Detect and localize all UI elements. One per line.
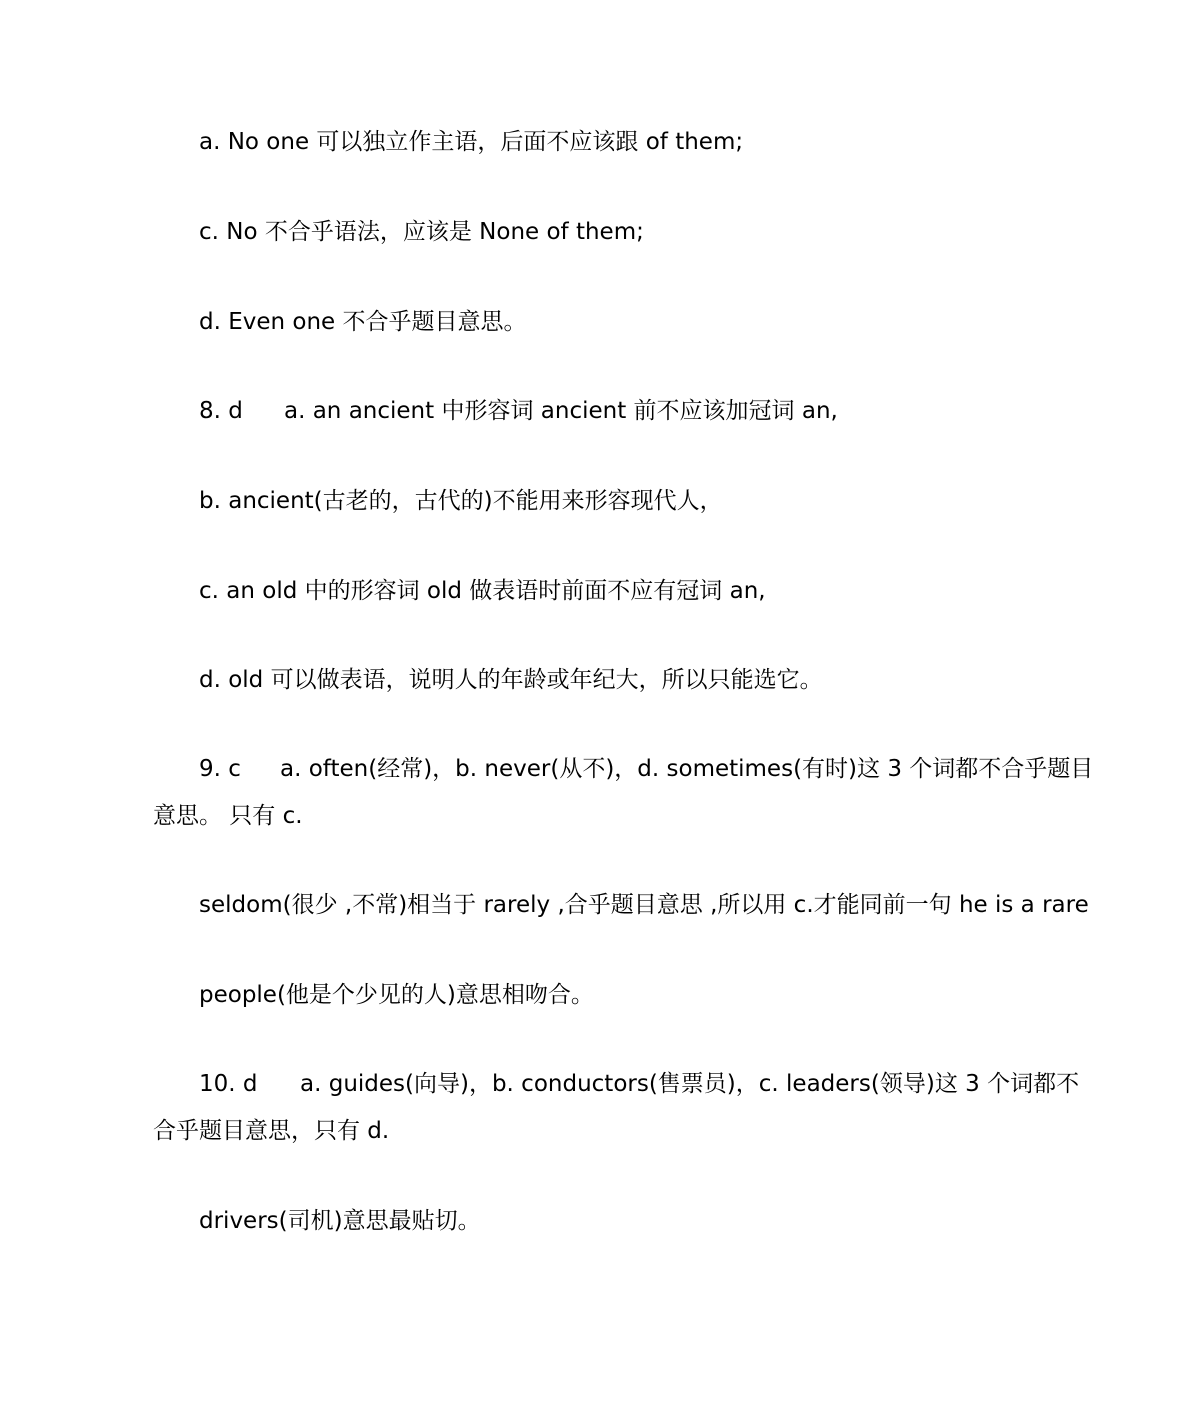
answer-7a-note: a. No one 可以独立作主语，后面不应该跟 of them; [199, 129, 744, 155]
answer-10-drivers-note: drivers(司机)意思最贴切。 [199, 1208, 481, 1234]
answer-10-options-note: a. guides(向导)，b. conductors(售票员)，c. leaders(领导)这 3 个词都不 [300, 1071, 1080, 1097]
answer-8d-note: d. old 可以做表语，说明人的年龄或年纪大，所以只能选它。 [199, 667, 823, 693]
answer-7c-note: c. No 不合乎语法，应该是 None of them; [199, 219, 644, 245]
answer-10-continuation: 合乎题目意思，只有 d. [153, 1118, 390, 1144]
answer-8-line [199, 396, 838, 426]
answer-9-seldom-note: seldom(很少 ,不常)相当于 rarely ,合乎题目意思 ,所以用 c.才能同前一句 he is a rare [199, 892, 1089, 918]
answer-7d-note: d. Even one 不合乎题目意思。 [199, 309, 527, 335]
answer-10-number: 10. d [199, 1071, 258, 1097]
answer-9-number: 9. c [199, 756, 241, 782]
answer-8c-note: c. an old 中的形容词 old 做表语时前面不应有冠词 an, [199, 578, 766, 604]
answer-9-continuation: 意思。 只有 c. [153, 803, 303, 829]
answer-8-number: 8. d [199, 398, 243, 424]
answer-8b-note: b. ancient(古老的，古代的)不能用来形容现代人， [199, 488, 723, 514]
answer-9-line [199, 754, 1093, 784]
answer-10-line [199, 1069, 1079, 1099]
answer-9-options-note: a. often(经常)，b. never(从不)，d. sometimes(有时)这 3 个词都不合乎题目 [280, 756, 1094, 782]
answer-8a-note: a. an ancient 中形容词 ancient 前不应该加冠词 an, [284, 398, 838, 424]
answer-9-people-note: people(他是个少见的人)意思相吻合。 [199, 982, 594, 1008]
